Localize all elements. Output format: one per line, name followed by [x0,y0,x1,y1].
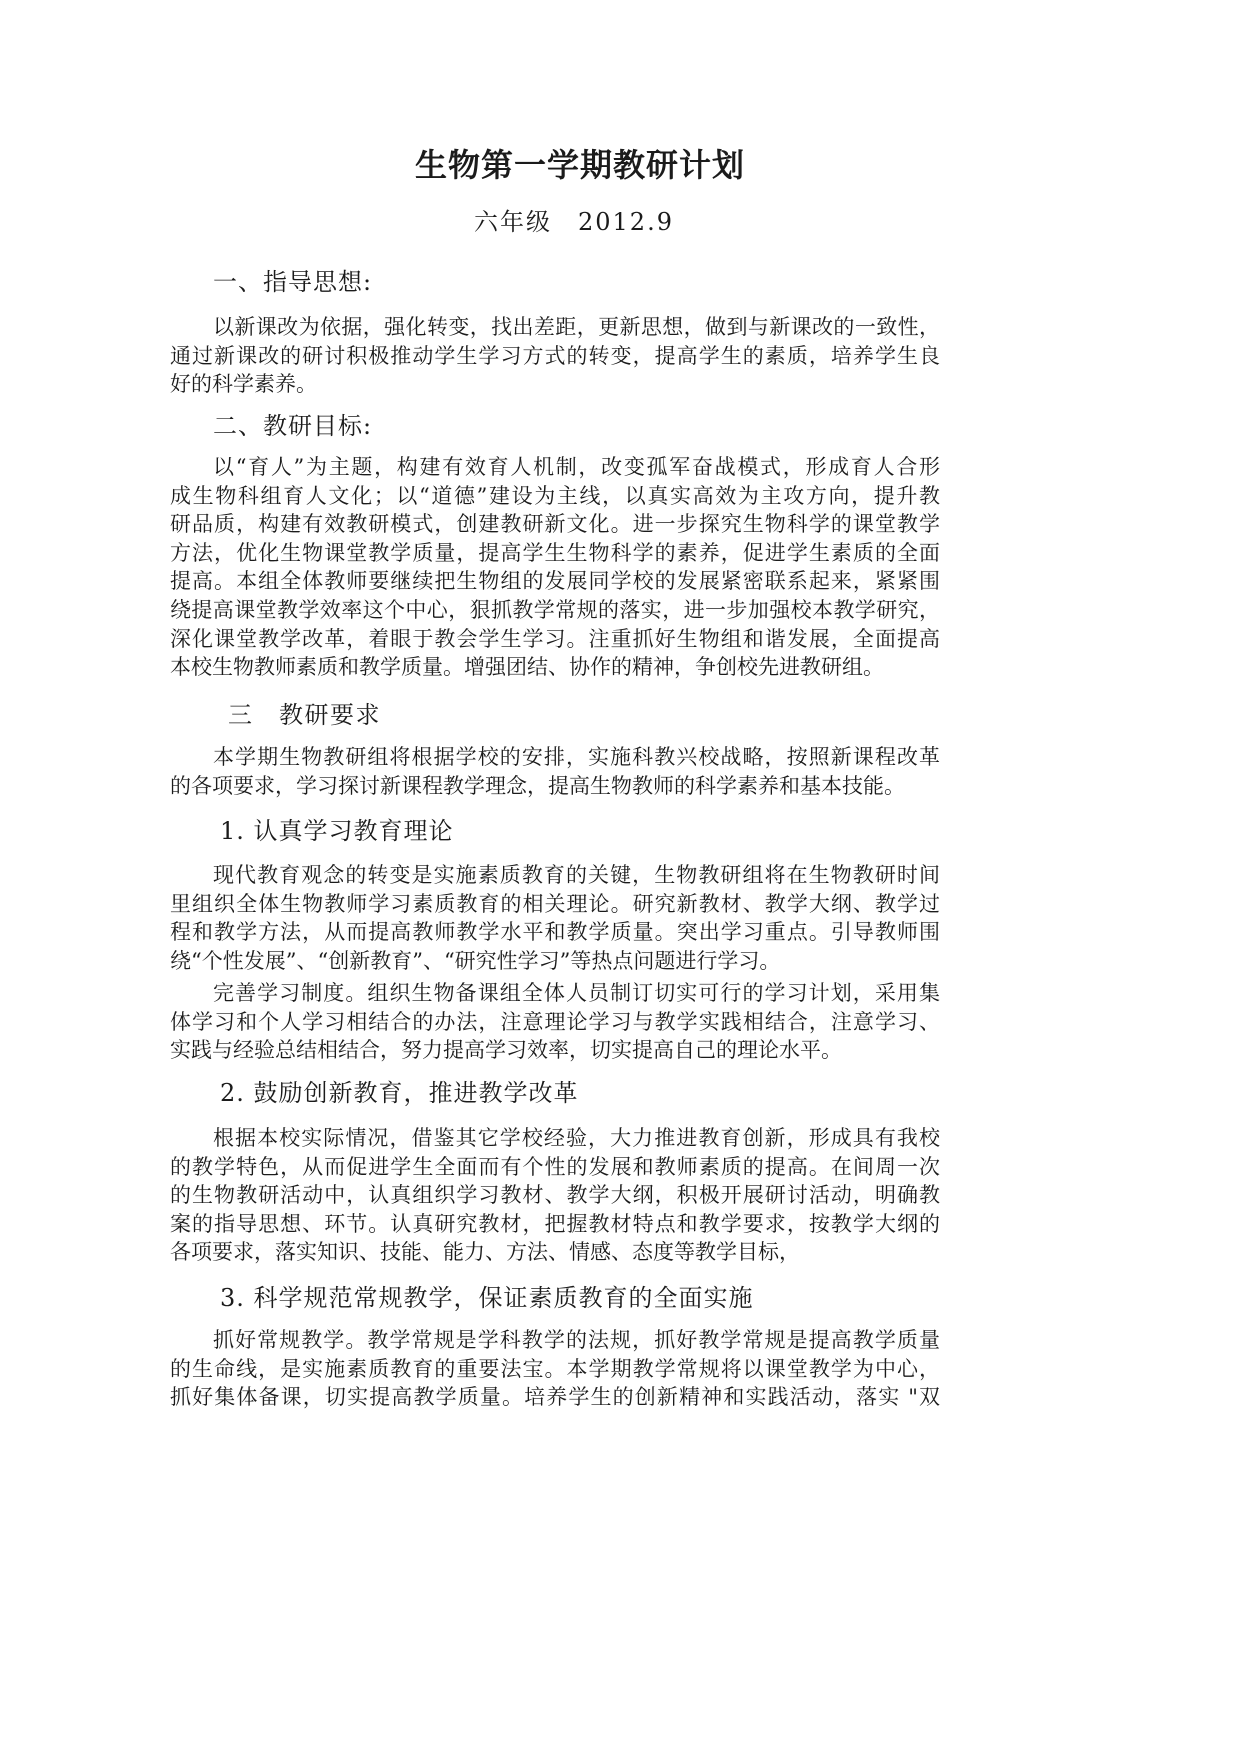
document-subtitle: 六年级 2012.9 [474,208,674,236]
paragraph-line: 完善学习制度。组织生物备课组全体人员制订切实可行的学习计划，采用集 [213,981,940,1005]
subsection-heading: 3. 科学规范常规教学，保证素质教育的全面实施 [220,1284,754,1312]
paragraph-line: 研品质，构建有效教研模式，创建教研新文化。进一步探究生物科学的课堂教学 [170,512,940,537]
paragraph [170,1326,940,1412]
paragraph-line: 抓好集体备课，切实提高教学质量。培养学生的创新精神和实践活动，落实 "双 [170,1385,940,1410]
paragraph-line: 根据本校实际情况，借鉴其它学校经验，大力推进教育创新，形成具有我校 [213,1126,940,1150]
paragraph [170,979,940,1065]
paragraph-line: 的生物教研活动中，认真组织学习教材、教学大纲，积极开展研讨活动，明确教 [170,1183,940,1208]
paragraph-line: 绕“个性发展”、“创新教育”、“研究性学习”等热点问题进行学习。 [170,948,781,973]
subsection-heading: 2. 鼓励创新教育，推进教学改革 [220,1079,579,1107]
paragraph [170,313,940,399]
paragraph-line: 深化课堂教学改革，着眼于教会学生学习。注重抓好生物组和谐发展，全面提高 [170,626,940,651]
paragraph-line: 成生物科组育人文化；以“道德”建设为主线，以真实高效为主攻方向，提升教 [170,483,940,508]
paragraph-line: 现代教育观念的转变是实施素质教育的关键，生物教研组将在生物教研时间 [213,863,940,887]
paragraph-line: 的生命线，是实施素质教育的重要法宝。本学期教学常规将以课堂教学为中心， [170,1356,940,1381]
section-heading: 三 教研要求 [228,701,381,729]
paragraph [170,1124,940,1267]
paragraph-line: 绕提高课堂教学效率这个中心，狠抓教学常规的落实，进一步加强校本教学研究， [170,597,940,622]
paragraph-line: 好的科学素养。 [170,372,317,397]
paragraph-line: 通过新课改的研讨积极推动学生学习方式的转变，提高学生的素质，培养学生良 [170,343,940,368]
section-heading: 二、教研目标: [213,412,373,440]
paragraph-line: 本校生物教师素质和教学质量。增强团结、协作的精神，争创校先进教研组。 [170,655,884,680]
paragraph-line: 各项要求，落实知识、技能、能力、方法、情感、态度等教学目标， [170,1240,800,1265]
document-title: 生物第一学期教研计划 [414,146,745,184]
paragraph [170,743,940,800]
paragraph-line: 以新课改为依据，强化转变，找出差距，更新思想，做到与新课改的一致性， [213,315,940,339]
paragraph-line: 实践与经验总结相结合，努力提高学习效率，切实提高自己的理论水平。 [170,1038,842,1063]
paragraph-line: 本学期生物教研组将根据学校的安排，实施科教兴校战略，按照新课程改革 [213,745,940,769]
paragraph-line: 案的指导思想、环节。认真研究教材，把握教材特点和教学要求，按教学大纲的 [170,1211,940,1236]
paragraph-line: 体学习和个人学习相结合的办法，注意理论学习与教学实践相结合，注意学习、 [170,1009,940,1034]
paragraph-line: 抓好常规教学。教学常规是学科教学的法规，抓好教学常规是提高教学质量 [213,1328,940,1352]
paragraph [170,861,940,975]
paragraph-line: 提高。本组全体教师要继续把生物组的发展同学校的发展紧密联系起来，紧紧围 [170,569,940,594]
paragraph-line: 的教学特色，从而促进学生全面而有个性的发展和教师素质的提高。在间周一次 [170,1154,940,1179]
section-heading: 一、指导思想: [213,268,373,296]
paragraph-line: 以“育人”为主题，构建有效育人机制，改变孤军奋战模式，形成育人合形 [213,455,940,479]
paragraph-line: 程和教学方法，从而提高教师教学水平和教学质量。突出学习重点。引导教师围 [170,920,940,945]
paragraph-line: 里组织全体生物教师学习素质教育的相关理论。研究新教材、教学大纲、教学过 [170,891,940,916]
paragraph [170,453,940,682]
paragraph-line: 方法，优化生物课堂教学质量，提高学生生物科学的素养，促进学生素质的全面 [170,540,940,565]
paragraph-line: 的各项要求，学习探讨新课程教学理念，提高生物教师的科学素养和基本技能。 [170,773,905,798]
subsection-heading: 1. 认真学习教育理论 [220,817,454,845]
